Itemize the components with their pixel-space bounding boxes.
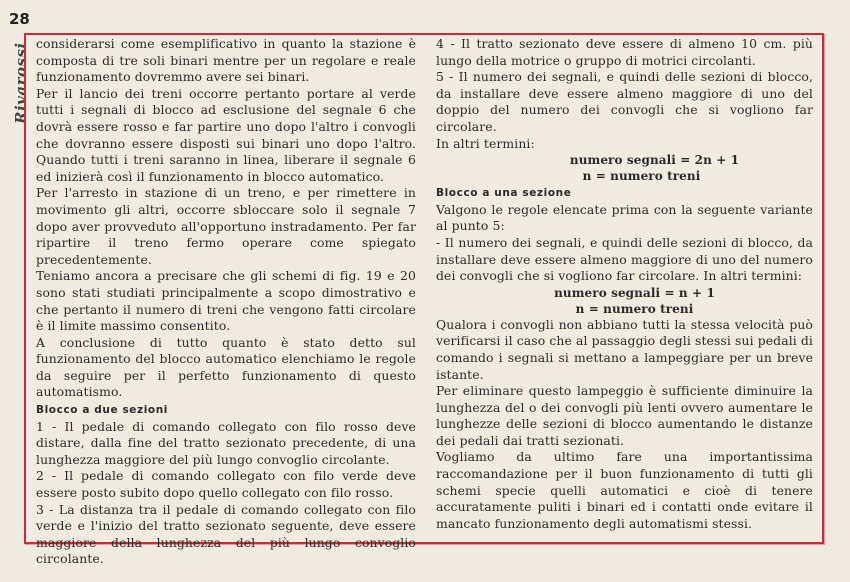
rule-item: 3 - La distanza tra il pedale di comando collegato con filo verde e l'inizio del tratto sezionato seguente, deve essere maggiore della lunghezza del più lungo convoglio circolante. <box>36 501 416 567</box>
paragraph: Teniamo ancora a precisare che gli schemi di fig. 19 e 20 sono stati studiati principalmente a scopo dimostrativo e che pertanto il numero di treni che vengono fatti circolare è il limite massimo consentito. <box>36 268 416 334</box>
paragraph: Per il lancio dei treni occorre pertanto portare al verde tutti i segnali di blocco ad esclusione del segnale 6 che dovrà essere rosso e far partire uno dopo l'altro i convogli che dovranno essere disposti sui binari uno dopo l'altro. Quando tutti i treni saranno in linea, liberare il segnale 6 ed inizierà così il funzionamento in blocco automatico. <box>36 85 416 184</box>
right-column <box>436 36 813 532</box>
paragraph: Valgono le regole elencate prima con la seguente variante al punto 5: <box>436 201 813 234</box>
formula-line: n = numero treni <box>582 169 701 184</box>
paragraph: considerarsi come esemplificativo in quanto la stazione è composta di tre soli binari mentre per un regolare e reale funzionamento dovremmo avere sei binari. <box>36 36 416 85</box>
section-heading: Blocco a una sezione <box>436 187 572 200</box>
paragraph: In altri termini: <box>436 135 535 151</box>
paragraph: - Il numero dei segnali, e quindi delle sezioni di blocco, da installare deve essere almeno maggiore di uno del numero dei convogli che si vogliono far circolare. In altri termini: <box>436 234 813 284</box>
rule-item: 2 - Il pedale di comando collegato con filo verde deve essere posto subito dopo quello collegato con filo rosso. <box>36 468 416 501</box>
formula-line: n = numero treni <box>575 301 694 316</box>
rule-item: 1 - Il pedale di comando collegato con filo rosso deve distare, dalla fine del tratto sezionato precedente, di una lunghezza maggiore del più lungo convoglio circolante. <box>36 418 416 467</box>
paragraph: A conclusione di tutto quanto è stato detto sul funzionamento del blocco automatico elenchiamo le regole da seguire per il perfetto funzionamento di questo automatismo. <box>36 334 416 400</box>
rule-item: 5 - Il numero dei segnali, e quindi delle sezioni di blocco, da installare deve essere almeno maggiore di uno del doppio del numero dei convogli che si vogliono far circolare. <box>436 69 813 134</box>
brand-label: Rivarossi <box>12 42 30 124</box>
paragraph: Qualora i convogli non abbiano tutti la stessa velocità può verificarsi il caso che al passaggio degli stessi sui pedali di comando i segnali si mettano a lampeggiare per un breve istante. <box>436 316 813 382</box>
paragraph: Per l'arresto in stazione di un treno, e per rimettere in movimento gli altri, occorre sbloccare solo il segnale 7 dopo aver provveduto all'opportuno instradamento. Per far ripartire il treno fermo operare come spiegato precedentemente. <box>36 185 416 267</box>
formula-line: numero segnali = 2n + 1 <box>569 153 740 168</box>
rule-item: 4 - Il tratto sezionato deve essere di almeno 10 cm. più lungo della motrice o gruppo di motrici circolanti. <box>436 36 813 68</box>
formula-block <box>436 285 813 317</box>
paragraph: Vogliamo da ultimo fare una importantissima raccomandazione per il buon funzionamento di tutti gli schemi specie quelli automatici e cioè di tenere accuratamente puliti i binari ed i contatti onde evitare il mancato funzionamento degli automatismi stessi. <box>436 449 813 531</box>
formula-block <box>436 152 813 184</box>
paragraph: Per eliminare questo lampeggio è sufficiente diminuire la lunghezza del o dei convogli più lenti ovvero aumentare le lunghezze delle sezioni di blocco aumentando le distanze dei pedali dai tratti sezionati. <box>436 383 813 448</box>
formula-line: numero segnali = n + 1 <box>554 285 715 300</box>
left-column <box>36 36 416 568</box>
section-heading: Blocco a due sezioni <box>36 404 169 417</box>
page-number: 28 <box>9 10 30 28</box>
